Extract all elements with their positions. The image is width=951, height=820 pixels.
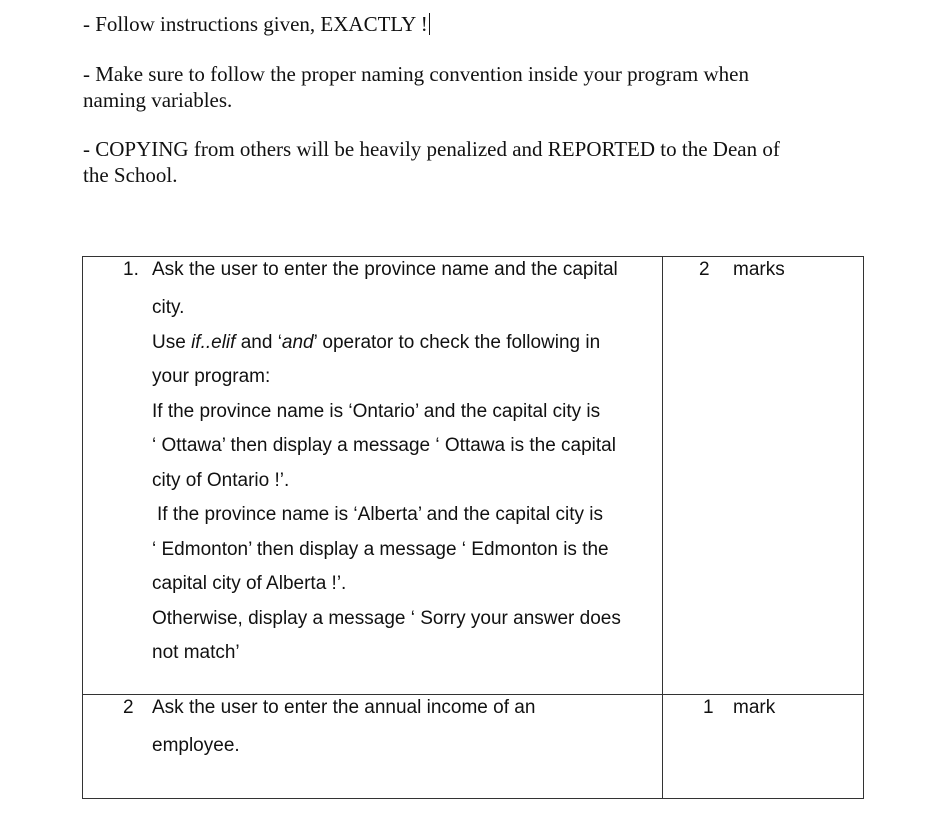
question-line: If the province name is ‘Alberta’ and the capital city is — [157, 504, 604, 525]
table-row-question-1 — [83, 257, 864, 695]
table-row-question-2 — [83, 695, 864, 799]
instruction-text-line1: - COPYING from others will be heavily penalized and REPORTED to the Dean of — [83, 137, 780, 161]
question-cell — [83, 257, 663, 695]
question-line: capital city of Alberta !’. — [152, 573, 347, 594]
question-line: city. — [152, 297, 185, 318]
marks-value: 1 — [703, 697, 714, 718]
question-line: ‘ Ottawa’ then display a message ‘ Ottawa is the capital — [152, 435, 616, 456]
question-line: city of Ontario !’. — [152, 469, 290, 491]
marks — [663, 257, 863, 283]
assignment-table — [82, 256, 864, 799]
instruction-text-line1: - Make sure to follow the proper naming convention inside your program when — [83, 62, 750, 86]
instruction-text-line2: naming variables. — [83, 88, 233, 112]
question-line — [152, 326, 654, 361]
question-line: Otherwise, display a message ‘ Sorry your answer does — [152, 607, 621, 629]
instruction-text: - Follow instructions given, EXACTLY ! — [83, 12, 428, 36]
question-line: Ask the user to enter the province name and the capital — [152, 259, 618, 280]
question-number: 1. — [123, 259, 139, 280]
question-line-part: Use — [152, 331, 192, 353]
marks-label: mark — [733, 697, 776, 718]
question-line: employee. — [152, 735, 240, 756]
instruction-text-line2: the School. — [83, 163, 178, 187]
question-text — [152, 695, 654, 764]
question-line-part: ’ operator to check the following in — [313, 331, 601, 353]
marks-label: marks — [733, 259, 785, 280]
marks — [663, 695, 863, 721]
text-cursor — [429, 13, 430, 35]
marks-cell — [663, 695, 864, 799]
question-line: Ask the user to enter the annual income of an — [152, 697, 536, 718]
marks-cell — [663, 257, 864, 695]
question-keyword-if-elif: if..elif — [191, 331, 236, 353]
question-cell — [83, 695, 663, 799]
question-text — [152, 257, 654, 671]
instruction-follow-exactly — [83, 11, 843, 37]
question-line: ‘ Edmonton’ then display a message ‘ Edmonton is the — [152, 538, 609, 560]
question-line: your program: — [152, 366, 271, 387]
question-line: If the province name is ‘Ontario’ and the capital city is — [152, 400, 601, 422]
question-line: not match’ — [152, 642, 240, 663]
question-keyword-and: and — [281, 331, 314, 353]
marks-value: 2 — [699, 259, 710, 280]
instruction-copying-warning — [83, 136, 843, 188]
question-line-part: and ‘ — [235, 331, 282, 353]
question-number: 2 — [123, 697, 134, 718]
instruction-naming-convention — [83, 61, 843, 113]
